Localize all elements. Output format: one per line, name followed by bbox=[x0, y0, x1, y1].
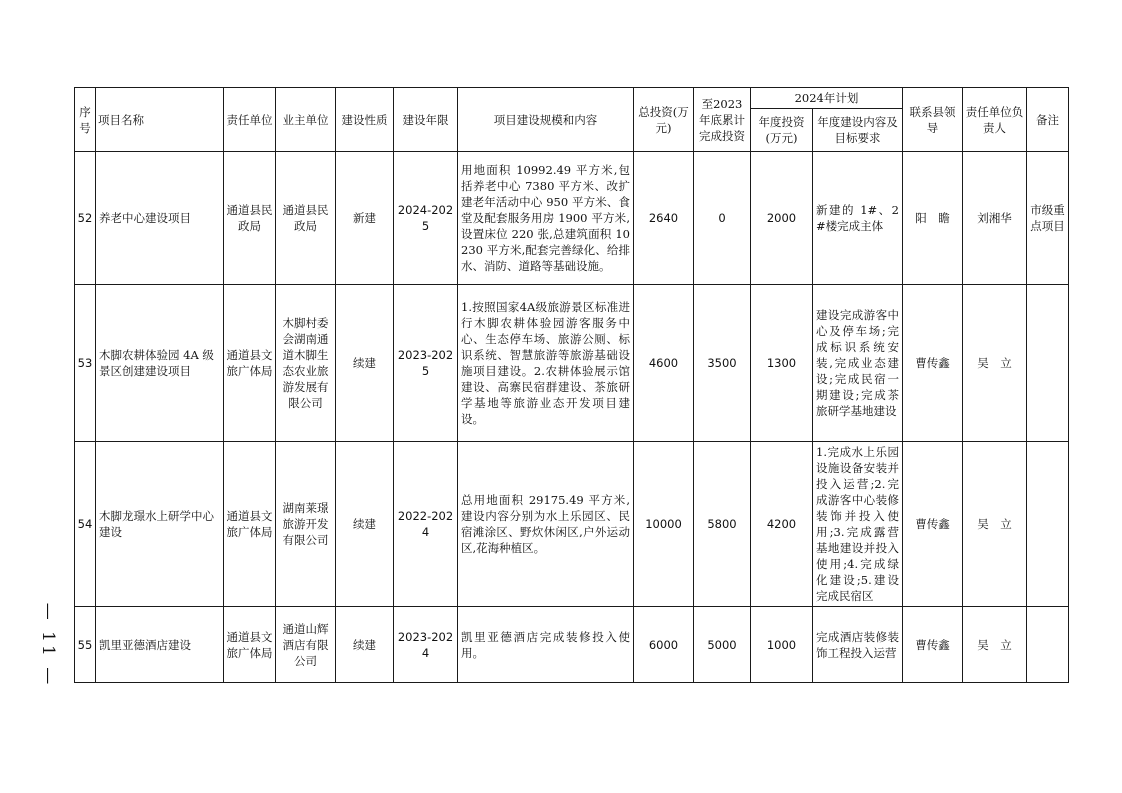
row-annual-invest: 1300 bbox=[751, 285, 813, 442]
header-annual-invest: 年度投资(万元) bbox=[751, 109, 813, 152]
row-seq: 52 bbox=[75, 152, 96, 285]
header-annual-content: 年度建设内容及目标要求 bbox=[813, 109, 903, 152]
header-seq: 序号 bbox=[75, 88, 96, 152]
row-scale: 用地面积 10992.49 平方米,包括养老中心 7380 平方米、改扩建老年活动中心 950 平方米、食堂及配套服务用房 1900 平方米,设置床位 220 张,总建筑面积 10230 平方米,配套完善绿化、给排水、消防、道路等基础设施。 bbox=[458, 152, 634, 285]
row-scale: 总用地面积 29175.49 平方米,建设内容分别为水上乐园区、民宿滩涂区、野炊休闲区,户外运动区,花海种植区。 bbox=[458, 442, 634, 607]
row-nature: 新建 bbox=[336, 152, 394, 285]
header-person: 责任单位负责人 bbox=[963, 88, 1027, 152]
row-person: 吴 立 bbox=[963, 285, 1027, 442]
row-seq: 53 bbox=[75, 285, 96, 442]
row-nature: 续建 bbox=[336, 285, 394, 442]
row-nature: 续建 bbox=[336, 442, 394, 607]
row-period: 2024-2025 bbox=[394, 152, 458, 285]
row-period: 2022-2024 bbox=[394, 442, 458, 607]
row-annual-content: 1.完成水上乐园设施设备安装并投入运营;2.完成游客中心装修装饰并投入使用;3.完成露营基地建设并投入使用;4.完成绿化建设;5.建设完成民宿区 bbox=[813, 442, 903, 607]
header-name: 项目名称 bbox=[96, 88, 224, 152]
header-plan-2024: 2024年计划 bbox=[751, 88, 903, 109]
table-row bbox=[75, 285, 1069, 442]
row-total-invest: 6000 bbox=[634, 607, 694, 683]
row-cum-invest: 5800 bbox=[694, 442, 751, 607]
row-owner: 木脚村委会湖南通道木脚生态农业旅游发展有限公司 bbox=[276, 285, 336, 442]
row-cum-invest: 5000 bbox=[694, 607, 751, 683]
row-resp-unit: 通道县民政局 bbox=[224, 152, 276, 285]
header-period: 建设年限 bbox=[394, 88, 458, 152]
row-resp-unit: 通道县文旅广体局 bbox=[224, 607, 276, 683]
row-annual-content: 新建的 1#、2#楼完成主体 bbox=[813, 152, 903, 285]
row-person: 刘湘华 bbox=[963, 152, 1027, 285]
row-total-invest: 10000 bbox=[634, 442, 694, 607]
row-annual-invest: 4200 bbox=[751, 442, 813, 607]
row-remark bbox=[1027, 607, 1069, 683]
row-cum-invest: 3500 bbox=[694, 285, 751, 442]
row-resp-unit: 通道县文旅广体局 bbox=[224, 442, 276, 607]
row-leader: 阳 瞻 bbox=[903, 152, 963, 285]
header-cum-invest: 至2023年底累计完成投资 bbox=[694, 88, 751, 152]
row-resp-unit: 通道县文旅广体局 bbox=[224, 285, 276, 442]
row-person: 吴 立 bbox=[963, 607, 1027, 683]
table-row bbox=[75, 152, 1069, 285]
row-remark bbox=[1027, 285, 1069, 442]
row-seq: 55 bbox=[75, 607, 96, 683]
row-remark bbox=[1027, 442, 1069, 607]
row-annual-invest: 1000 bbox=[751, 607, 813, 683]
row-total-invest: 2640 bbox=[634, 152, 694, 285]
row-owner: 湖南莱璟旅游开发有限公司 bbox=[276, 442, 336, 607]
header-nature: 建设性质 bbox=[336, 88, 394, 152]
row-scale: 凯里亚德酒店完成装修投入使用。 bbox=[458, 607, 634, 683]
header-resp-unit: 责任单位 bbox=[224, 88, 276, 152]
page-number: — 11 — bbox=[38, 602, 59, 688]
row-annual-content: 完成酒店装修装饰工程投入运营 bbox=[813, 607, 903, 683]
row-total-invest: 4600 bbox=[634, 285, 694, 442]
table-row bbox=[75, 607, 1069, 683]
row-owner: 通道山辉酒店有限公司 bbox=[276, 607, 336, 683]
row-seq: 54 bbox=[75, 442, 96, 607]
row-name: 凯里亚德酒店建设 bbox=[96, 607, 224, 683]
row-name: 养老中心建设项目 bbox=[96, 152, 224, 285]
row-person: 吴 立 bbox=[963, 442, 1027, 607]
row-period: 2023-2024 bbox=[394, 607, 458, 683]
row-annual-content: 建设完成游客中心及停车场;完成标识系统安装,完成业态建设;完成民宿一期建设;完成茶旅研学基地建设 bbox=[813, 285, 903, 442]
row-cum-invest: 0 bbox=[694, 152, 751, 285]
row-annual-invest: 2000 bbox=[751, 152, 813, 285]
header-owner: 业主单位 bbox=[276, 88, 336, 152]
row-leader: 曹传鑫 bbox=[903, 442, 963, 607]
row-leader: 曹传鑫 bbox=[903, 607, 963, 683]
header-row bbox=[75, 88, 1069, 109]
table-row bbox=[75, 442, 1069, 607]
row-nature: 续建 bbox=[336, 607, 394, 683]
row-remark: 市级重点项目 bbox=[1027, 152, 1069, 285]
row-period: 2023-2025 bbox=[394, 285, 458, 442]
project-table bbox=[74, 87, 1069, 683]
row-name: 木脚农耕体验园 4A 级景区创建建设项目 bbox=[96, 285, 224, 442]
header-leader: 联系县领导 bbox=[903, 88, 963, 152]
row-leader: 曹传鑫 bbox=[903, 285, 963, 442]
row-scale: 1.按照国家4A级旅游景区标准进行木脚农耕体验园游客服务中心、生态停车场、旅游公厕、标识系统、智慧旅游等旅游基础设施项目建设。2.农耕体验展示馆建设、高寨民宿群建设、茶旅研学基地等旅游业态开发项目建设。 bbox=[458, 285, 634, 442]
header-remark: 备注 bbox=[1027, 88, 1069, 152]
header-scale: 项目建设规模和内容 bbox=[458, 88, 634, 152]
header-total-invest: 总投资(万元) bbox=[634, 88, 694, 152]
row-owner: 通道县民政局 bbox=[276, 152, 336, 285]
row-name: 木脚龙璟水上研学中心建设 bbox=[96, 442, 224, 607]
